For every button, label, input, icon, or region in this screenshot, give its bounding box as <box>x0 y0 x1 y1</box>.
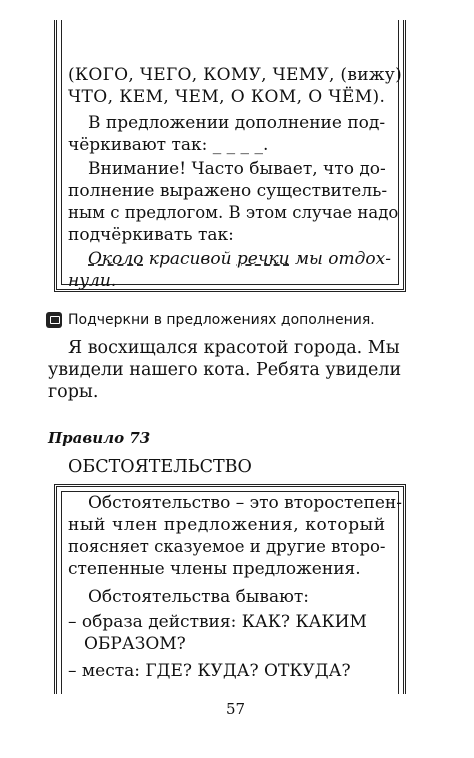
box-text-line-8: подчёркивать так: <box>68 225 234 245</box>
box-text-line-4: чёркивают так: _ _ _ _. <box>68 135 269 155</box>
task-text-line-3: горы. <box>48 382 99 402</box>
example-sentence-line-2: нули. <box>68 271 117 291</box>
rule-text-line-8: – места: ГДЕ? КУДА? ОТКУДА? <box>68 661 351 681</box>
box-text-line-7: ным с предлогом. В этом случае надо <box>68 203 399 222</box>
example-adjective: красивой <box>148 249 232 269</box>
box-text-line-5: Внимание! Часто бывает, что до- <box>88 159 386 179</box>
example-preposition: Около <box>88 249 144 269</box>
rule-text-line-2: ный член предложения, который <box>68 515 386 535</box>
rule-text-line-6: – образа действия: КАК? КАКИМ <box>68 612 367 632</box>
rule-heading: ОБСТОЯТЕЛЬСТВО <box>68 457 252 477</box>
rule-text-line-4: степенные члены предложения. <box>68 559 361 579</box>
task-text-line-2: увидели нашего кота. Ребята увидели <box>48 360 402 380</box>
box-text-line-3: В предложении дополнение под- <box>88 113 386 133</box>
task-text-line-1: Я восхищался красотой города. Мы <box>68 338 400 358</box>
pencil-task-icon <box>46 312 62 328</box>
rule-number: Правило 73 <box>48 429 151 447</box>
example-sentence-line-1 <box>88 248 391 270</box>
page-number: 57 <box>226 700 246 718</box>
example-noun: речки <box>236 249 290 269</box>
example-rest: мы отдох- <box>294 249 391 269</box>
rule-text-line-7: ОБРАЗОМ? <box>84 634 186 654</box>
rule-text-line-5: Обстоятельства бывают: <box>88 587 310 607</box>
rule-text-line-3: поясняет сказуемое и другие второ- <box>68 537 386 556</box>
box-text-line-6: полнение выражено существитель- <box>68 181 388 201</box>
rule-text-line-1: Обстоятельство – это второстепен- <box>88 493 402 513</box>
box-text-line-2: ЧТО, КЕМ, ЧЕМ, О КОМ, О ЧЁМ). <box>68 87 386 107</box>
box-text-line-1: (КОГО, ЧЕГО, КОМУ, ЧЕМУ, (вижу) <box>68 65 403 85</box>
task-instruction: Подчеркни в предложениях дополнения. <box>68 312 375 328</box>
